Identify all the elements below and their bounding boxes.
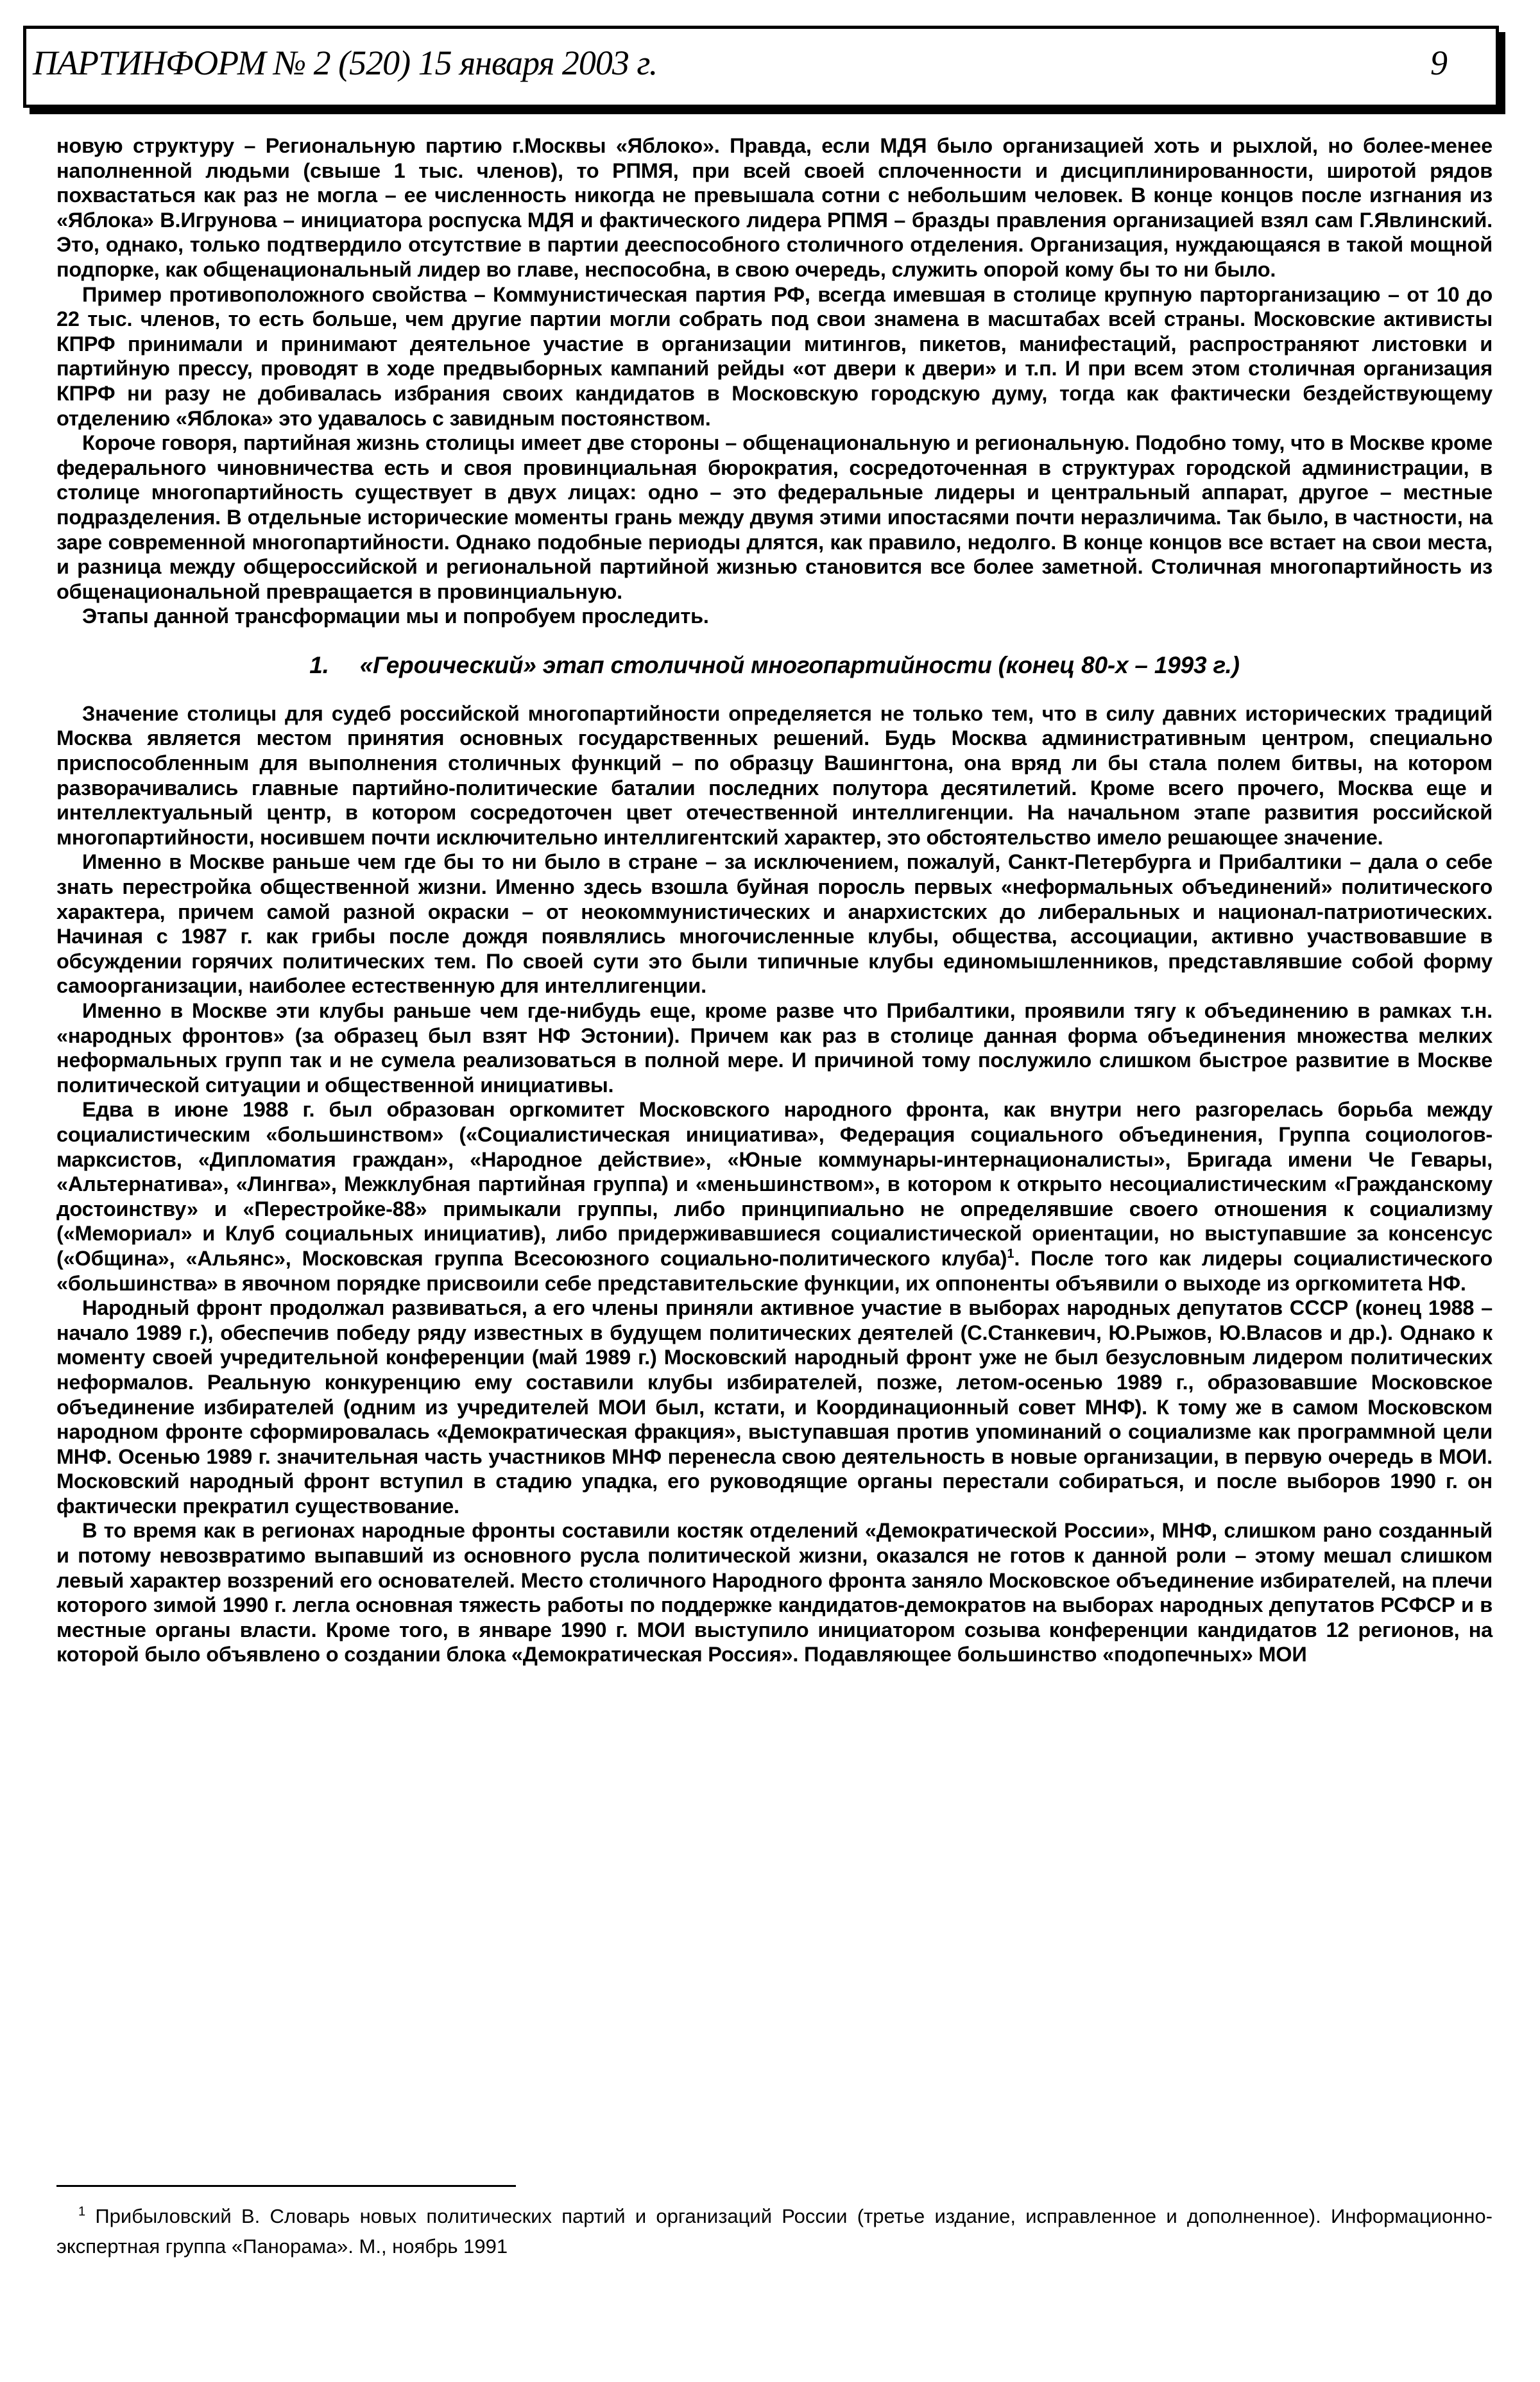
page-number: 9 [1430, 44, 1448, 82]
footnote-text: Прибыловский В. Словарь новых политических партий и организаций России (третье издание, исправленное и дополненное). Информационно-экспертная группа «Панорама». М., ноябрь 1991 [56, 2205, 1493, 2258]
section-heading [56, 629, 1493, 701]
paragraph: Народный фронт продолжал развиваться, а его члены приняли активное участие в выборах народных депутатов СССР (конец 1988 – начало 1989 г.), обеспечив победу ряду известных в будущем политических деятелей (С.Станкевич, Ю.Рыжов, Ю.Власов и др.). Однако к моменту своей учредительной конференции (май 1989 г.) Московский народный фронт уже не был безусловным лидером политических неформалов. Реальную конкуренцию ему составили клубы избирателей, позже, летом-осенью 1989 г., образовавшие Московское объединение избирателей (одним из учредителей МОИ был, кстати, и Координационный совет МНФ). К тому же в самом Московском народном фронте сформировалась «Демократическая фракция», выступавшая против упоминаний о социализме как программной цели МНФ. Осенью 1989 г. значительная часть участников МНФ перенесла свою деятельность в новые организации, в первую очередь в МОИ. Московский народный фронт вступил в стадию упадка, его руководящие органы перестали собираться, и после выборов 1990 г. он фактически прекратил существование. [56, 1296, 1493, 1518]
paragraph: Именно в Москве раньше чем где бы то ни было в стране – за исключением, пожалуй, Санкт-Петербурга и Прибалтики – дала о себе знать перестройка общественной жизни. Именно здесь взошла буйная поросль первых «неформальных объединений» политического характера, причем самой разной окраски – от неокоммунистических и анархистских до либеральных и национал-патриотических. Начиная с 1987 г. как грибы после дождя появлялись многочисленные клубы, общества, ассоциации, активно участвовавшие в обсуждении горячих политических тем. По своей сути это были типичные клубы единомышленников, представлявшие собой форму самоорганизации, наиболее естественную для интеллигенции. [56, 850, 1493, 998]
section-number: 1. [309, 651, 329, 678]
footnote-separator [56, 2185, 516, 2187]
paragraph [56, 1097, 1493, 1296]
footnote-reference[interactable]: 1 [1007, 1247, 1014, 1262]
paragraph-text: . После того как лидеры социалистического «большинства» в явочном порядке присвоили себе представительские функции, их оппоненты объявили о выходе из оргкомитета НФ. [56, 1246, 1493, 1295]
section-title: «Героический» этап столичной многопартийности (конец 80-х – 1993 г.) [359, 651, 1240, 678]
paragraph: В то время как в регионах народные фронты составили костяк отделений «Демократической России», МНФ, слишком рано созданный и потому невозвратимо выпавший из основного русла политической жизни, оказался не готов к данной роли – этому мешал слишком левый характер воззрений его основателей. Место столичного Народного фронта заняло Московское объединение избирателей, на плечи которого зимой 1990 г. легла основная тяжесть работы по поддержке кандидатов-демократов на выборах народных депутатов РСФСР и в местные органы власти. Кроме того, в январе 1990 г. МОИ выступило инициатором созыва конференции кандидатов 12 регионов, на которой было объявлено о создании блока «Демократическая Россия». Подавляющее большинство «подопечных» МОИ [56, 1519, 1493, 1667]
publication-title: ПАРТИНФОРМ № 2 (520) 15 января 2003 г. [33, 44, 658, 82]
page-header [23, 26, 1499, 108]
paragraph: Именно в Москве эти клубы раньше чем где-нибудь еще, кроме разве что Прибалтики, проявили тягу к объединению в рамках т.н. «народных фронтов» (за образец был взят НФ Эстонии). Причем как раз в столице данная форма объединения множества мелких неформальных групп так и не сумела реализоваться в полной мере. И причиной тому послужило слишком быстрое развитие в Москве политической ситуации и общественной инициативы. [56, 999, 1493, 1097]
article-body [56, 133, 1493, 1667]
paragraph-text: Едва в июне 1988 г. был образован оргкомитет Московского народного фронта, как внутри него разгорелась борьба между социалистическим «большинством» («Социалистическая инициатива», Федерация социального объединения, Группа социологов-марксистов, «Дипломатия граждан», «Народное действие», «Юные коммунары-интернационалисты», Бригада имени Че Гевары, «Альтернатива», «Лингва», Межклубная партийная группа) и «меньшинством», в котором к открыто несоциалистическим «Гражданскому достоинству» и «Перестройке-88» примыкали группы, либо принципиально не определявшие своего отношения к социализму («Мемориал» и Клуб социальных инициатив), либо придерживавшиеся социалистической ориентации, но выступавшие за консенсус («Община», «Альянс», Московская группа Всесоюзного социально-политического клуба) [56, 1098, 1493, 1270]
paragraph: Короче говоря, партийная жизнь столицы имеет две стороны – общенациональную и региональную. Подобно тому, что в Москве кроме федерального чиновничества есть и своя провинциальная бюрократия, сосредоточенная в структурах городской администрации, в столице многопартийность существует в двух лицах: одно – это федеральные лидеры и центральный аппарат, другое – местные подразделения. В отдельные исторические моменты грань между двумя этими ипостасями почти неразличима. Так было, в частности, на заре современной многопартийности. Однако подобные периоды длятся, как правило, недолго. В конце концов все встает на свои места, и разница между общероссийской и региональной партийной жизнью становится все более заметной. Столичная многопартийность из общенациональной превращается в провинциальную. [56, 431, 1493, 603]
paragraph: Пример противоположного свойства – Коммунистическая партия РФ, всегда имевшая в столице крупную парторганизацию – от 10 до 22 тыс. членов, то есть больше, чем другие партии могли собрать под свои знамена в масштабах всей страны. Московские активисты КПРФ принимали и принимают деятельное участие в организации митингов, пикетов, манифестаций, распространяют листовки и партийную прессу, проводят в ходе предвыборных кампаний рейды «от двери к двери» и т.п. И при всем этом столичная организация КПРФ ни разу не добивалась избрания своих кандидатов в Московскую городскую думу, тогда как фактически бездействующему отделению «Яблока» это удавалось с завидным постоянством. [56, 282, 1493, 430]
paragraph: Значение столицы для судеб российской многопартийности определяется не только тем, что в силу давних исторических традиций Москва является местом принятия основных государственных решений. Будь Москва административным центром, специально приспособленным для выполнения столичных функций – по образцу Вашингтона, она вряд ли бы стала полем битвы, на котором разворачивались главные партийно-политические баталии последних полутора десятилетий. Кроме всего прочего, Москва еще и интеллектуальный центр, в котором сосредоточен цвет отечественной интеллигенции. На начальном этапе развития российской многопартийности, носившем почти исключительно интеллигентский характер, это обстоятельство имело решающее значение. [56, 701, 1493, 849]
paragraph: Этапы данной трансформации мы и попробуем проследить. [82, 604, 709, 628]
paragraph: новую структуру – Региональную партию г.Москвы «Яблоко». Правда, если МДЯ было организацией хоть и рыхлой, но более-менее наполненной людьми (свыше 1 тыс. членов), то РПМЯ, при всей своей сплоченности и дисциплинированности, широтой рядов похвастаться как раз не могла – ее численность никогда не превышала сотни с небольшим человек. В конце концов после изгнания из «Яблока» В.Игрунова – инициатора роспуска МДЯ и фактического лидера РПМЯ – бразды правления организацией взял сам Г.Явлинский. Это, однако, только подтвердило отсутствие в партии дееспособного столичного отделения. Организация, нуждающаяся в такой мощной подпорке, как общенациональный лидер во главе, неспособна, в свою очередь, служить опорой кому бы то ни было. [56, 134, 1493, 281]
footnote-marker: 1 [78, 2204, 86, 2219]
footnote [56, 2201, 1493, 2261]
